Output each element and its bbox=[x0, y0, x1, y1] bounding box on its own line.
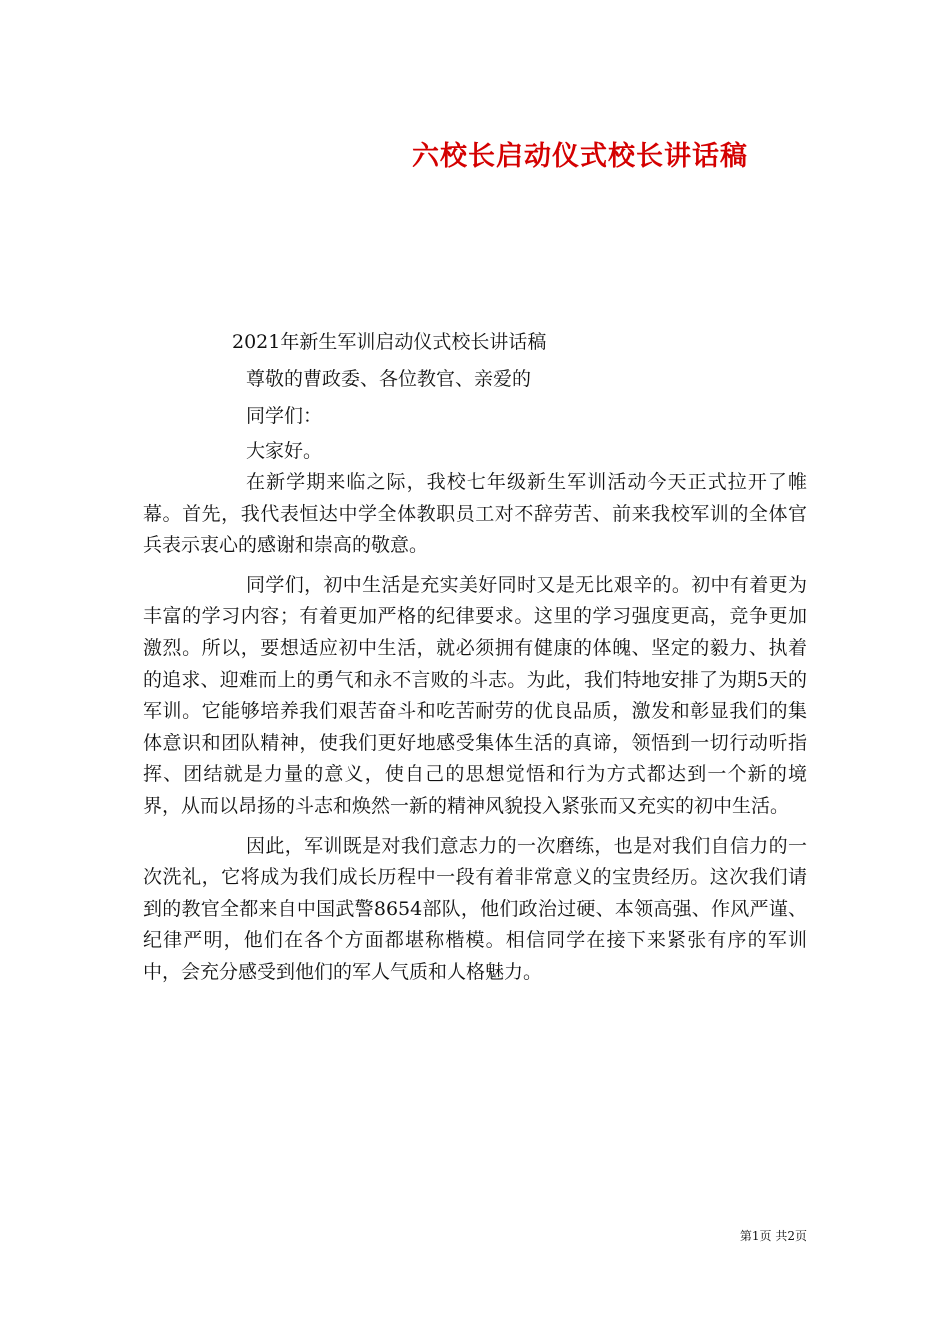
paragraph-2: 同学们，初中生活是充实美好同时又是无比艰辛的。初中有着更为丰富的学习内容；有着更加严格的纪律要求。这里的学习强度更高，竞争更加激烈。所以，要想适应初中生活，就必须拥有健康的体魄、坚定的毅力、执着的追求、迎难而上的勇气和永不言败的斗志。为此，我们特地安排了为期5天的军训。它能够培养我们艰苦奋斗和吃苦耐劳的优良品质，激发和彰显我们的集体意识和团队精神，使我们更好地感受集体生活的真谛，领悟到一切行动听指挥、团结就是力量的意义，使自己的思想觉悟和行为方式都达到一个新的境界，从而以昂扬的斗志和焕然一新的精神风貌投入紧张而又充实的初中生活。 bbox=[143, 573, 807, 817]
document-title: 六校长启动仪式校长讲话稿 bbox=[412, 141, 748, 172]
salutation-line-2: 同学们： bbox=[246, 405, 323, 427]
paragraph-3: 因此，军训既是对我们意志力的一次磨练，也是对我们自信力的一次洗礼，它将成为我们成长历程中一段有着非常意义的宝贵经历。这次我们请到的教官全都来自中国武警8654部队，他们政治过硬、本领高强、作风严谨、纪律严明，他们在各个方面都堪称楷模。相信同学在接下来紧张有序的军训中，会充分感受到他们的军人气质和人格魅力。 bbox=[143, 834, 807, 983]
page-footer: 第1页 共2页 bbox=[739, 1229, 807, 1243]
speech-body bbox=[143, 467, 807, 989]
paragraph-1: 在新学期来临之际，我校七年级新生军训活动今天正式拉开了帷幕。首先，我代表恒达中学全体教职员工对不辞劳苦、前来我校军训的全体官兵表示衷心的感谢和崇高的敬意。 bbox=[143, 471, 807, 557]
greeting-line: 大家好。 bbox=[246, 440, 323, 462]
salutation-line-1: 尊敬的曹政委、各位教官、亲爱的 bbox=[246, 368, 532, 390]
speech-subtitle: 2021年新生军训启动仪式校长讲话稿 bbox=[232, 331, 547, 353]
